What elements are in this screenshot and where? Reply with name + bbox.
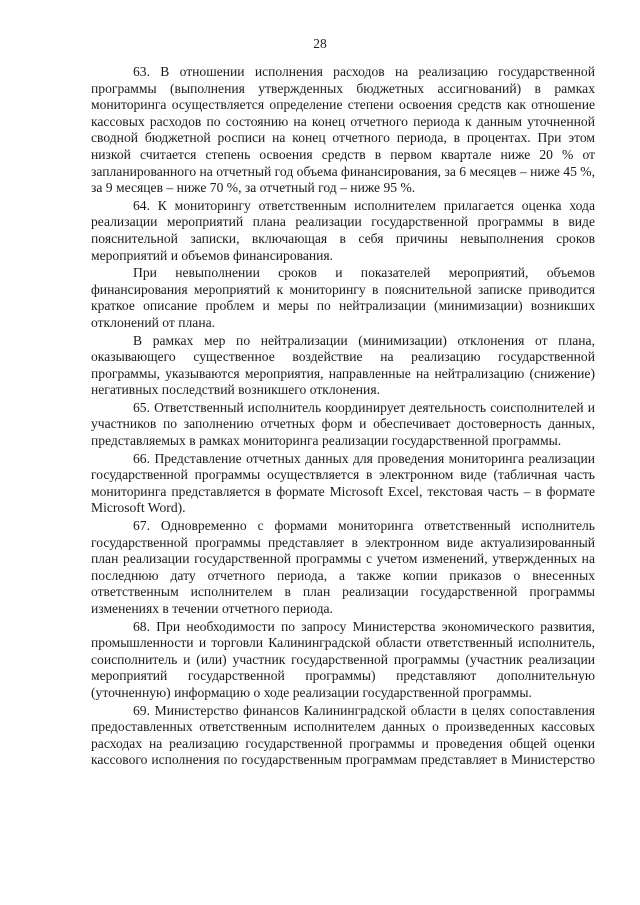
paragraph-63: 63. В отношении исполнения расходов на реализацию государственной программы (выполнения утвержденных бюджетных ассигнований) в рамках мониторинга осуществляется определение степени освоения средств как отношение кассовых расходов по состоянию на конец отчетного периода к данным уточненной сводной бюджетной росписи на конец отчетного периода, в процентах. При этом низкой считается степень освоения средств в первом квартале ниже 20 % от запланированного на отчетный год объема финансирования, за 6 месяцев – ниже 45 %, за 9 месяцев – ниже 70 %, за отчетный год – ниже 95 %.: [91, 64, 595, 196]
paragraph-66: 66. Представление отчетных данных для проведения мониторинга реализации государственной программы осуществляется в электронном виде (табличная часть мониторинга представляется в формате Microsoft Excel, текстовая часть – в формате Microsoft Word).: [91, 450, 595, 516]
paragraph-64: 64. К мониторингу ответственным исполнителем прилагается оценка хода реализации мероприятий плана реализации государственной программы в виде пояснительной записки, включающая в себя причины невыполнения сроков мероприятий и объемов финансирования.: [91, 197, 595, 263]
paragraph-69: 69. Министерство финансов Калининградской области в целях сопоставления предоставленных ответственным исполнителем данных о произведенных кассовых расходах на реализацию государственной программы и проведения общей оценки кассового исполнения по государственным программам представляет в Министерство: [91, 702, 595, 768]
paragraph-64-deviations: При невыполнении сроков и показателей мероприятий, объемов финансирования мероприятий к мониторингу в пояснительной записке приводится краткое описание проблем и меры по нейтрализации (минимизации) возникших отклонений от плана.: [91, 265, 595, 330]
paragraph-64-measures: В рамках мер по нейтрализации (минимизации) отклонения от плана, оказывающего существенное воздействие на реализацию государственной программы, указываются мероприятия, направленные на нейтрализацию (снижение) негативных последствий возникшего отклонения.: [91, 332, 595, 398]
paragraph-67: 67. Одновременно с формами мониторинга ответственный исполнитель государственной программы представляет в электронном виде актуализированный план реализации государственной программы с учетом изменений, утвержденных на последнюю дату отчетного периода, а также копии приказов о внесенных ответственным исполнителем в план реализации государственной программы изменениях в течении отчетного периода.: [91, 518, 595, 616]
document-body: [91, 64, 595, 769]
page-number: 28: [313, 36, 327, 51]
paragraph-65: 65. Ответственный исполнитель координирует деятельность соисполнителей и участников по заполнению отчетных форм и обеспечивает достоверность данных, представляемых в рамках мониторинга реализации государственной программы.: [91, 399, 595, 449]
paragraph-68: 68. При необходимости по запросу Министерства экономического развития, промышленности и торговли Калининградской области ответственный исполнитель, соисполнитель и (или) участник государственной программы (участник реализации мероприятий государственной программы) представляют дополнительную (уточненную) информацию о ходе реализации государственной программы.: [91, 618, 595, 700]
